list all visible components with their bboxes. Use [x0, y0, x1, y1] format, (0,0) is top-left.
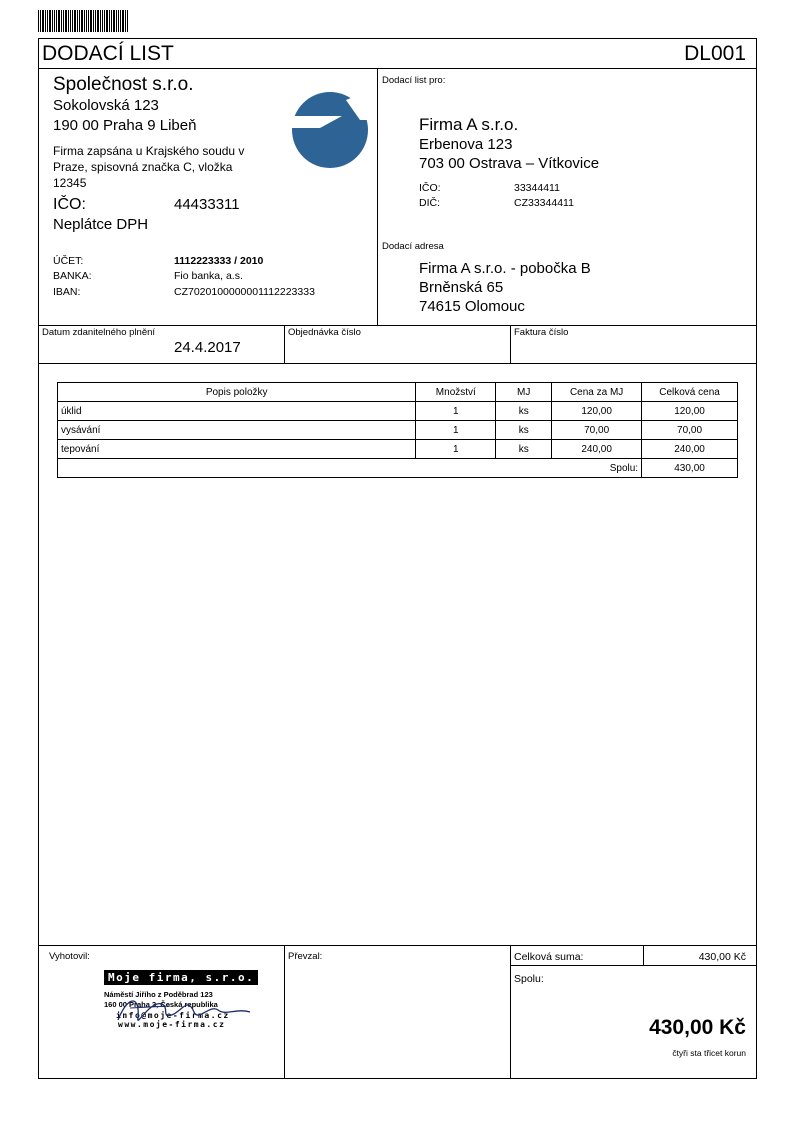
delivery-city: 74615 Olomouc [419, 298, 525, 315]
item-description: úklid [58, 402, 416, 421]
table-row [58, 421, 738, 440]
table-row [58, 440, 738, 459]
issued-by-label: Vyhotovil: [49, 951, 90, 962]
document-number: DL001 [684, 42, 746, 65]
amount-in-words: čtyři sta třicet korun [672, 1048, 746, 1058]
column-header: Množství [416, 383, 496, 402]
stamp-address: Náměstí Jiřího z Poděbrad 123 [104, 990, 213, 999]
total-label: Celková suma: [514, 951, 584, 963]
table-row [58, 402, 738, 421]
item-unit-price: 70,00 [552, 421, 642, 440]
registry-line: 12345 [53, 176, 87, 190]
date-label: Datum zdanitelného plnění [42, 327, 156, 338]
supplier-name: Společnost s.r.o. [53, 74, 194, 95]
item-unit-price: 120,00 [552, 402, 642, 421]
divider [38, 68, 757, 69]
table-sum-row [58, 459, 738, 478]
sum-value: 430,00 [642, 459, 738, 478]
customer-dic-label: DIČ: [419, 197, 440, 209]
item-quantity: 1 [416, 402, 496, 421]
date-value: 24.4.2017 [174, 339, 241, 356]
column-header: Cena za MJ [552, 383, 642, 402]
item-quantity: 1 [416, 440, 496, 459]
barcode [38, 10, 128, 32]
item-description: vysávání [58, 421, 416, 440]
item-description: tepování [58, 440, 416, 459]
divider [643, 945, 644, 965]
delivery-street: Brněnská 65 [419, 279, 504, 296]
item-unit-price: 240,00 [552, 440, 642, 459]
divider [38, 325, 757, 326]
supplier-vat-status: Neplátce DPH [53, 216, 149, 233]
item-unit: ks [496, 402, 552, 421]
divider [284, 945, 285, 1079]
divider [38, 363, 757, 364]
registry-line: Praze, spisovná značka C, vložka [53, 160, 233, 174]
items-table [57, 382, 738, 478]
delivery-section-label: Dodací adresa [382, 241, 444, 252]
bank-label: BANKA: [53, 270, 92, 282]
grand-total: 430,00 Kč [649, 1016, 746, 1039]
order-label: Objednávka číslo [288, 327, 361, 338]
divider [284, 325, 285, 363]
supplier-street: Sokolovská 123 [53, 97, 159, 114]
stamp-email: info@moje-firma.cz [116, 1011, 230, 1020]
customer-ico-value: 33344411 [514, 182, 560, 194]
customer-section-label: Dodací list pro: [382, 75, 446, 86]
delivery-name: Firma A s.r.o. - pobočka B [419, 260, 591, 277]
item-unit: ks [496, 440, 552, 459]
divider [510, 965, 757, 966]
stamp-web: www.moje-firma.cz [118, 1020, 226, 1029]
divider [510, 325, 511, 363]
registry-line: Firma zapsána u Krajského soudu v [53, 144, 245, 158]
stamp-city: 160 00 Praha 3, Česká republika [104, 1000, 218, 1009]
received-by-label: Převzal: [288, 951, 323, 962]
account-value: 1112223333 / 2010 [174, 255, 264, 267]
item-total: 70,00 [642, 421, 738, 440]
supplier-registry [53, 143, 244, 191]
item-unit: ks [496, 421, 552, 440]
supplier-city: 190 00 Praha 9 Libeň [53, 117, 197, 134]
iban-label: IBAN: [53, 286, 81, 298]
spolu-label: Spolu: [514, 973, 544, 985]
column-header: Celková cena [642, 383, 738, 402]
stamp-company-name: Moje firma, s.r.o. [104, 970, 258, 985]
divider [377, 68, 378, 325]
customer-name: Firma A s.r.o. [419, 115, 519, 134]
supplier-ico-value: 44433311 [174, 196, 240, 213]
document-title: DODACÍ LIST [42, 42, 174, 65]
customer-dic-value: CZ33344411 [514, 197, 574, 209]
customer-street: Erbenova 123 [419, 136, 513, 153]
item-total: 240,00 [642, 440, 738, 459]
customer-ico-label: IČO: [419, 182, 441, 194]
document-frame [38, 38, 757, 1079]
company-logo [290, 90, 370, 170]
item-total: 120,00 [642, 402, 738, 421]
customer-city: 703 00 Ostrava – Vítkovice [419, 155, 600, 172]
table-header-row [58, 383, 738, 402]
invoice-label: Faktura číslo [514, 327, 569, 338]
item-quantity: 1 [416, 421, 496, 440]
bank-value: Fio banka, a.s. [174, 270, 243, 282]
column-header: MJ [496, 383, 552, 402]
signature [110, 990, 260, 1030]
supplier-ico-label: IČO: [53, 196, 86, 213]
account-label: ÚČET: [53, 255, 84, 267]
iban-value: CZ7020100000001112223333 [174, 286, 315, 298]
total-value: 430,00 Kč [698, 951, 746, 963]
column-header: Popis položky [58, 383, 416, 402]
divider [38, 945, 757, 946]
sum-label: Spolu: [58, 459, 642, 478]
